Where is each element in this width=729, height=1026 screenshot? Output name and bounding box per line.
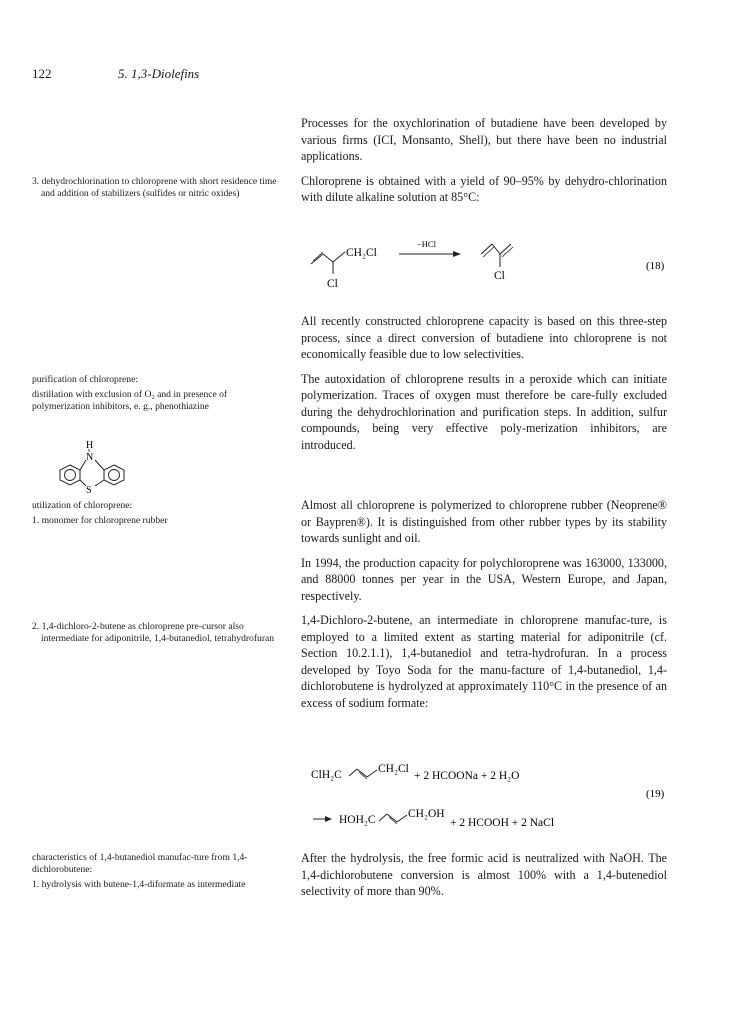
purification-text: distillation with exclusion of O₂ and in presence of polymerization inhibitors, e. g., phenothiazine — [32, 389, 228, 412]
main-block-3 — [301, 497, 667, 719]
utilization-heading: utilization of chloroprene: — [32, 500, 133, 511]
reaction-18 — [301, 230, 667, 294]
phenothiazine-h-label: H — [86, 440, 94, 451]
running-title: 5. 1,3-Diolefins — [118, 66, 200, 81]
phenothiazine-s-label: S — [86, 485, 92, 494]
right-benzene-ring — [104, 465, 124, 485]
ch2cl-group-label: CH₂Cl — [378, 763, 409, 775]
sidebar-note-purification — [32, 374, 278, 416]
utilization-item-2: 2. 1,4-dichloro-2-butene as chloroprene pre-cursor also intermediate for adiponitrile, 1,4-butanediol, tetrahydrofuran — [32, 621, 275, 644]
reaction-19 — [301, 756, 667, 828]
phenothiazine-structure — [56, 438, 136, 494]
main-block-4 — [301, 850, 667, 908]
paragraph-rubber: Almost all chloroprene is polymerized to chloroprene rubber (Neoprene® or Baypren®). It is distinguished from other rubber types by its stability towards sunlight and oil. — [301, 498, 667, 545]
note-dehydrochlorination: 3. dehydrochlorination to chloroprene with short residence time and addition of stabilizers (sulfides or nitric oxides) — [32, 176, 277, 199]
main-block-1 — [301, 115, 667, 214]
sidebar-note-characteristics — [32, 852, 278, 894]
main-block-2 — [301, 313, 667, 461]
paragraph-oxychlorination: Processes for the oxychlorination of butadiene have been developed by various firms (ICI, Monsanto, Shell), but there have been no industrial applications. — [301, 116, 667, 163]
equation-number-18: (18) — [646, 260, 665, 272]
sidebar-note-dehydrochlorination — [32, 176, 278, 203]
paragraph-1994-capacity: In 1994, the production capacity for polychloroprene was 163000, 133000, and 88000 tonnes per year in the USA, Western Europe, and Japan, respectively. — [301, 555, 667, 603]
cl-right-label: Cl — [494, 270, 505, 282]
sidebar-note-utilization — [32, 500, 278, 530]
characteristics-heading: characteristics of 1,4-butanediol manufac-ture from 1,4-dichlorobutene: — [32, 852, 248, 875]
utilization-item-1: 1. monomer for chloroprene rubber — [32, 515, 168, 526]
paragraph-dichlorobutene: 1,4-Dichloro-2-butene, an intermediate in chloroprene manufac-ture, is employed to a limited extent as starting material for adiponitrile (cf. Section 10.2.1.1), 1,4-butanediol and tetra-hydrofuran. In a process developed by Toyo Soda for the manu-facture of 1,4-butanediol, 1,4-dichlorobutene is hydrolyzed at approximately 110°C in the presence of an excess of sodium formate: — [301, 613, 667, 710]
purification-heading: purification of chloroprene: — [32, 374, 139, 385]
paragraph-chloroprene-yield: Chloroprene is obtained with a yield of 90–95% by dehydro-chlorination with dilute alkaline solution at 85°C: — [301, 173, 667, 204]
ch2oh-group-label: CH₂OH — [408, 808, 445, 820]
cl-left-label: Cl — [327, 278, 338, 290]
equation-number-19: (19) — [646, 788, 665, 800]
ch2cl-label: CH₂Cl — [346, 247, 377, 259]
characteristics-item-1: 1. hydrolysis with butene-1,4-diformate as intermediate — [32, 879, 246, 890]
sidebar-note-dichlorobutene — [32, 621, 278, 648]
reactants-tail: + 2 HCOONa + 2 H₂O — [414, 770, 520, 782]
clh2c-label: ClH₂C — [311, 769, 342, 781]
paragraph-hydrolysis: After the hydrolysis, the free formic acid is neutralized with NaOH. The 1,4-dichlorobutene conversion is almost 100% with a 1,4-butenediol selectivity of more than 90%. — [301, 851, 667, 898]
reagent-label: −HCl — [417, 239, 436, 249]
hoh2c-label: HOH₂C — [339, 814, 376, 826]
page-number: 122 — [32, 66, 52, 81]
paragraph-autoxidation: The autoxidation of chloroprene results in a peroxide which can initiate polymerization. Traces of oxygen must therefore be care-fully excluded during the dehydrochlorination and purification steps. In addition, sulfur compounds, being very effective poly-merization inhibitors, are introduced. — [301, 371, 667, 452]
left-benzene-ring — [60, 465, 80, 485]
phenothiazine-n-label: N — [86, 452, 94, 463]
products-tail: + 2 HCOOH + 2 NaCl — [450, 817, 555, 828]
paragraph-capacity: All recently constructed chloroprene capacity is based on this three-step process, since a direct conversion of butadiene into chloroprene is not economically feasible due to low selectivities. — [301, 314, 667, 361]
